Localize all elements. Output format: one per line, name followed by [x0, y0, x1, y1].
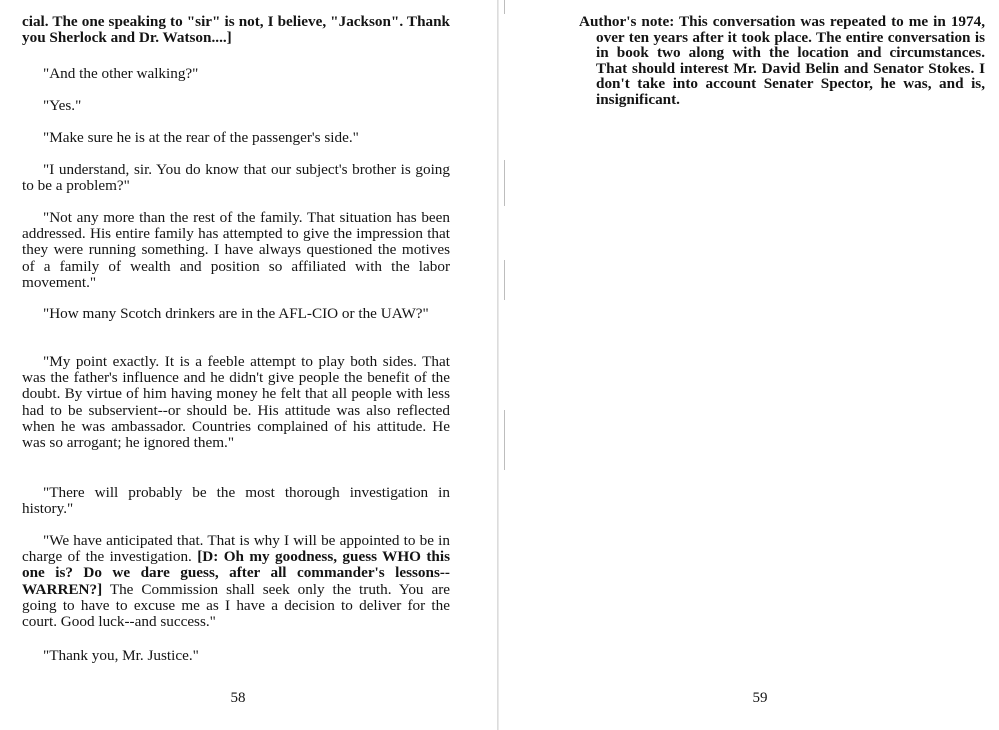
author-note: Author's note: This conversation was repeated to me in 1974, over ten years after it took place. The entire conversation is in book two along with the location and circumstances. That should interest Mr. David Belin and Senator Stokes. I don't take into account Senater Spector, he was, and is, insignificant. [579, 13, 985, 108]
paragraph-we-have-anticipated [22, 533, 450, 630]
paragraph-yes [22, 98, 450, 114]
paragraph-text: "Not any more than the rest of the family. That situation has been addressed. His entire family has attempted to give the impression that they were running something. I have always questioned the motives of a family of wealth and position so affiliated with the labor movement." [22, 209, 450, 291]
paragraph-text: "Make sure he is at the rear of the passenger's side." [43, 129, 359, 146]
paragraph-and-the-other-walking [22, 66, 450, 82]
paragraph-thank-you-justice [22, 648, 450, 664]
continuation-text: cial. The one speaking to "sir" is not, I believe, "Jackson". Thank you Sherlock and Dr. Watson....] [22, 13, 450, 47]
paragraph-my-point-exactly [22, 354, 450, 451]
paragraph-text: "My point exactly. It is a feeble attempt to play both sides. That was the father's influence and he didn't give people the benefit of the doubt. By virtue of him having money he felt that all people with less had to be subservient--or should be. His attitude was also reflected when he was ambassador. Countries complained of his attitude. He was so arrogant; he ignored them." [22, 353, 450, 452]
paragraph-thorough-investigation [22, 485, 450, 517]
bracketed-comment: [D: Oh my goodness, guess WHO this one is? Do we dare guess, after all commander's lessons--WARREN?] [22, 548, 450, 598]
paragraph-text: "I understand, sir. You do know that our subject's brother is going to be a problem?" [22, 161, 450, 195]
paragraph-make-sure [22, 130, 450, 146]
paragraph-not-any-more [22, 210, 450, 291]
paragraph-text: "There will probably be the most thorough investigation in history." [22, 484, 450, 518]
paragraph-text-part: "We have anticipated that. That is why I will be appointed to be in charge of the investigation. [22, 532, 450, 566]
paragraph-text-part: The Commission shall seek only the truth. You are going to have to excuse me as I have a decision to deliver for the court. Good luck--and success." [22, 580, 450, 631]
right-page [500, 0, 999, 730]
page-number-right: 59 [752, 690, 768, 706]
page-number-left: 58 [230, 690, 246, 706]
paragraph-scotch-drinkers [22, 306, 450, 322]
paragraph-text [22, 533, 450, 630]
left-page [0, 0, 497, 730]
paragraph-i-understand [22, 162, 450, 194]
book-gutter [497, 0, 499, 730]
paragraph-text: "Thank you, Mr. Justice." [43, 647, 199, 664]
paragraph-text: "Yes." [43, 97, 82, 114]
paragraph-text: "How many Scotch drinkers are in the AFL-CIO or the UAW?" [43, 305, 429, 322]
paragraph-text: "And the other walking?" [43, 65, 199, 82]
